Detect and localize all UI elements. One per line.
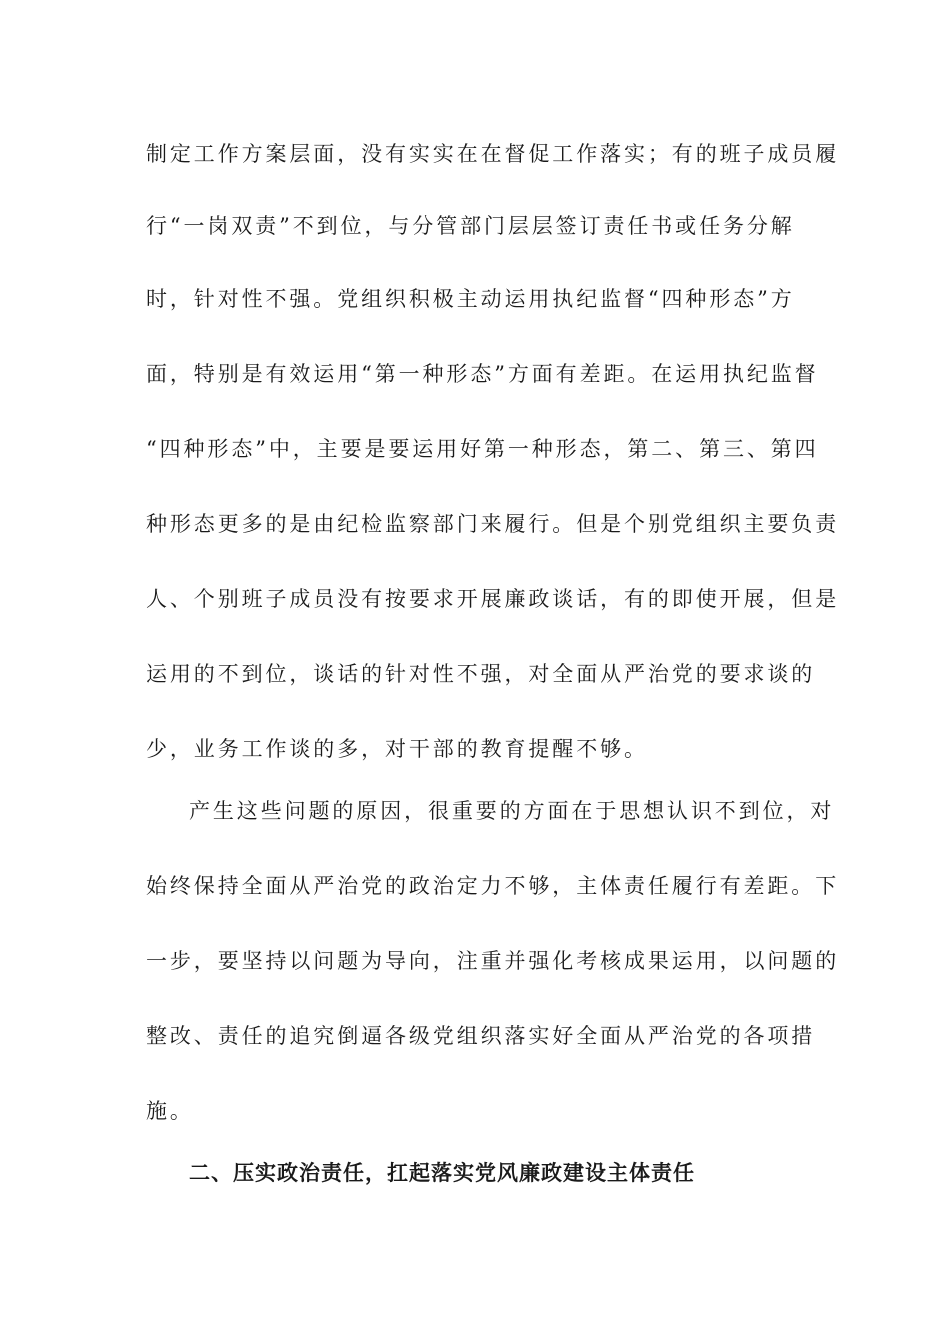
paragraph-line: 整改、责任的追究倒逼各级党组织落实好全面从严治党的各项措 xyxy=(146,1024,816,1048)
paragraph-line: 产生这些问题的原因，很重要的方面在于思想认识不到位，对 xyxy=(189,799,835,823)
paragraph-line: 行“一岗双责”不到位，与分管部门层层签订责任书或任务分解 xyxy=(146,214,795,238)
paragraph-line: 面，特别是有效运用“第一种形态”方面有差距。在运用执纪监督 xyxy=(146,362,819,386)
paragraph-line: 施。 xyxy=(146,1099,194,1123)
paragraph-line: 人、个别班子成员没有按要求开展廉政谈话，有的即使开展，但是 xyxy=(146,587,840,611)
paragraph-line: 始终保持全面从严治党的政治定力不够，主体责任履行有差距。下 xyxy=(146,874,840,898)
paragraph-line: 种形态更多的是由纪检监察部门来履行。但是个别党组织主要负责 xyxy=(146,512,840,536)
paragraph-line: 时，针对性不强。党组织积极主动运用执纪监督“四种形态”方 xyxy=(146,287,795,311)
section-heading: 二、压实政治责任，扛起落实党风廉政建设主体责任 xyxy=(189,1160,695,1185)
paragraph-line: 运用的不到位，谈话的针对性不强，对全面从严治党的要求谈的 xyxy=(146,662,816,686)
paragraph-line: “四种形态”中，主要是要运用好第一种形态，第二、第三、第四 xyxy=(146,437,819,461)
paragraph-line: 制定工作方案层面，没有实实在在督促工作落实；有的班子成员履 xyxy=(146,142,840,166)
paragraph-line: 一步，要坚持以问题为导向，注重并强化考核成果运用，以问题的 xyxy=(146,949,840,973)
paragraph-line: 少，业务工作谈的多，对干部的教育提醒不够。 xyxy=(146,737,648,761)
